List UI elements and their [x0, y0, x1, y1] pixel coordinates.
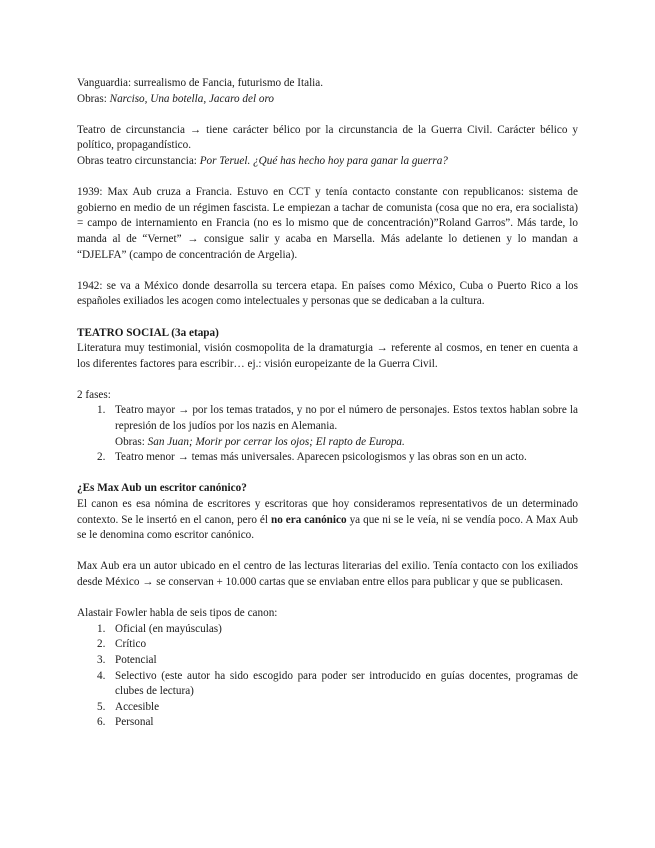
- centro-paragraph: Max Aub era un autor ubicado en el centro de las lecturas literarias del exilio. Tenía contacto con los exiliados desde México → se conservan + 10.000 cartas que se enviaban entre ellos para publicar y que se publicasen.: [77, 560, 578, 588]
- obras-label: Obras:: [115, 435, 145, 448]
- list-item-text: Oficial (en mayúsculas): [115, 622, 222, 635]
- list-item-text: Crítico: [115, 638, 147, 651]
- fases-intro: 2 fases:: [77, 388, 111, 401]
- list-item-number: 6.: [97, 716, 106, 729]
- list-item: [77, 637, 578, 653]
- fases-obras: [115, 435, 578, 451]
- paragraph-1939: 1939: Max Aub cruza a Francia. Estuvo en CCT y tenía contacto constante con republicanos: sistema de gobierno en medio de un régimen fascista. Le empiezan a tachar de comunista (cosa que no era, era socialista) = campo de internamiento en Francia (no es lo mismo que de concentración)”Roland Garros”. Más tarde, lo manda al de “Vernet” → consigue salir y acaba en Marsella. Más adelante lo detienen y lo mandan a “DJELFA” (campo de concentración de Argelia).: [77, 186, 578, 261]
- list-item: [77, 403, 578, 450]
- list-item-text: Teatro menor → temas más universales. Aparecen psicologismos y las obras son en un acto.: [115, 451, 527, 464]
- list-item-number: 5.: [97, 700, 106, 713]
- teatro-social-heading: TEATRO SOCIAL (3a etapa): [77, 326, 219, 339]
- list-item-number: 1.: [97, 404, 106, 417]
- list-item: [77, 622, 578, 638]
- list-item-number: 2.: [97, 638, 106, 651]
- list-item: [77, 700, 578, 716]
- teatro-social-paragraph: Literatura muy testimonial, visión cosmopolita de la dramaturgia → referente al cosmos, en tener en cuenta a los diferentes factores para escribir… ej.: visión europeizante de la Guerra Civil.: [77, 342, 578, 370]
- list-item-text: Potencial: [115, 653, 157, 666]
- list-item-text: Selectivo (este autor ha sido escogido para poder ser introducido en guías docentes, programas de clubes de lectura): [115, 669, 578, 698]
- canon-types-intro: Alastair Fowler habla de seis tipos de canon:: [77, 607, 278, 620]
- obras-titles: San Juan; Morir por cerrar los ojos; El rapto de Europa.: [147, 435, 405, 448]
- list-item-number: 2.: [97, 451, 106, 464]
- canonico-paragraph: El canon es esa nómina de escritores y escritoras que hoy consideramos representativos de un determinado contexto. Se le insertó en el canon, pero él no era canónico ya que ni se le veía, ni se vendía poco. A Max Aub se le denomina como escritor canónico.: [77, 498, 579, 542]
- vanguardia-line: Vanguardia: surrealismo de Fancia, futurismo de Italia.: [77, 77, 324, 89]
- obras-label: Obras:: [77, 92, 107, 105]
- paragraph-1942: 1942: se va a México donde desarrolla su tercera etapa. En países como México, Cuba o Puerto Rico a los españoles exiliados les acogen como intelectuales y personas que se dedicaban a la cultura.: [77, 279, 578, 308]
- list-item-text: Personal: [115, 716, 154, 729]
- vanguardia-obras: [77, 92, 578, 108]
- fases-list: [77, 403, 578, 465]
- canonico-heading: ¿Es Max Aub un escritor canónico?: [77, 482, 247, 495]
- list-item: [77, 715, 578, 731]
- bold-phrase: no era canónico: [271, 513, 347, 526]
- list-item-text: Teatro mayor → por los temas tratados, y no por el número de personajes. Estos textos hablan sobre la represión de los judíos por los nazis en Alemania.: [115, 404, 578, 433]
- list-item: [77, 450, 578, 466]
- list-item: [77, 653, 578, 669]
- list-item-number: 1.: [97, 622, 106, 635]
- circunstancia-paragraph: Teatro de circunstancia → tiene carácter bélico por la circunstancia de la Guerra Civil. Carácter bélico y político, propagandístico.: [77, 123, 578, 152]
- obras-titles: Por Teruel. ¿Qué has hecho hoy para ganar la guerra?: [199, 154, 448, 167]
- canon-types-list: [77, 622, 578, 731]
- circunstancia-obras: [77, 154, 578, 170]
- list-item-number: 3.: [97, 653, 106, 666]
- list-item-text: Accesible: [115, 700, 160, 713]
- obras-titles: Narciso, Una botella, Jacaro del oro: [109, 92, 275, 105]
- list-item-number: 4.: [97, 669, 106, 682]
- list-item: [77, 669, 578, 700]
- obras-label: Obras teatro circunstancia:: [77, 154, 197, 167]
